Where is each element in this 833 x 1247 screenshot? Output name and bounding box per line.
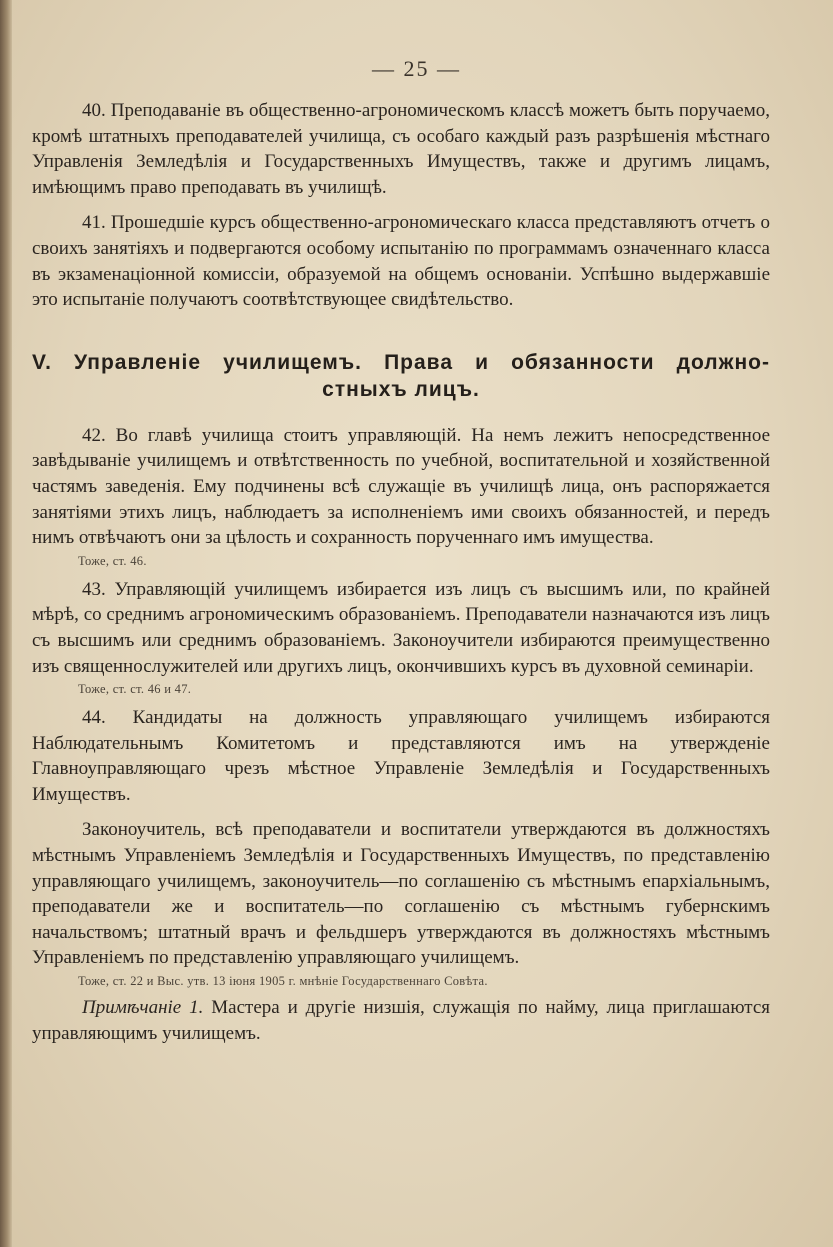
source-note-42: Тоже, ст. 46. bbox=[78, 553, 147, 568]
page-number: — 25 — bbox=[372, 56, 461, 81]
section-heading-line-1: V. Управленіе училищемъ. Права и обязанности должно- bbox=[32, 350, 770, 374]
page-binding-edge bbox=[0, 0, 12, 1247]
source-note-44: Тоже, ст. 22 и Выс. утв. 13 іюня 1905 г. мнѣніе Государственнаго Совѣта. bbox=[78, 974, 488, 989]
note-1-label: Примѣчаніе 1. bbox=[82, 997, 204, 1019]
paragraph-44: 44. Кандидаты на должность управляющаго училищемъ избираются Наблюдательнымъ Комитетомъ и представляются имъ на утвержденіе Главноуправляющаго чрезъ мѣстное Управленіе Земледѣлія и Государственныхъ Имуществъ. bbox=[32, 707, 770, 805]
source-note-43: Тоже, ст. ст. 46 и 47. bbox=[78, 682, 192, 697]
section-heading bbox=[32, 349, 770, 403]
paragraph-41: 41. Прошедшіе курсъ общественно-агрономическаго класса представляютъ отчетъ о своихъ занятіяхъ и подвергаются особому испытанію по программамъ означеннаго класса въ экзаменаціонной комиссіи, образуемой на общемъ основаніи. Успѣшно выдержавшіе это испытаніе получаютъ соотвѣтствующее свидѣтельство. bbox=[32, 212, 770, 311]
paragraph-44-continued: Законоучитель, всѣ преподаватели и воспитатели утверждаются въ должностяхъ мѣстнымъ Управленіемъ Земледѣлія и Государственныхъ Имуществъ, по представленію управляющаго училищемъ, законоучитель—по соглашенію съ мѣстнымъ епархіальнымъ, преподаватели же и воспитатель—по соглашенію съ мѣстнымъ губернскимъ начальствомъ; штатный врачъ и фельдшеръ утверждаются въ должностяхъ мѣстнымъ Управленіемъ по представленію управляющаго училищемъ. bbox=[32, 819, 770, 969]
paragraph-42: 42. Во главѣ училища стоитъ управляющій. На немъ лежитъ непосредственное завѣдываніе училищемъ и отвѣтственность по учебной, воспитательной и хозяйственной частямъ заведенія. Ему подчинены всѣ служащіе въ училищѣ лица, онъ распоряжается занятіями этихъ лицъ, наблюдаетъ за исполненіемъ ими своихъ обязанностей, и передъ нимъ отвѣчаютъ они за цѣлость и сохранность порученнаго имъ имущества. bbox=[32, 424, 770, 549]
paragraph-43: 43. Управляющій училищемъ избирается изъ лицъ съ высшимъ или, по крайней мѣрѣ, со среднимъ агрономическимъ образованіемъ. Преподаватели назначаются изъ лицъ съ высшимъ или среднимъ образованіемъ. Законоучители избираются преимущественно изъ священнослужителей или другихъ лицъ, окончившихъ курсъ въ духовной семинаріи. bbox=[32, 578, 770, 677]
section-heading-line-2: стныхъ лицъ. bbox=[322, 377, 480, 401]
paragraph-40: 40. Преподаваніе въ общественно-агрономическомъ классѣ можетъ быть поручаемо, кромѣ штатныхъ преподавателей училища, съ особаго каждый разъ разрѣшенія мѣстнаго Управленія Земледѣлія и Государственныхъ Имуществъ, также и другимъ лицамъ, имѣющимъ право преподавать въ училищѣ. bbox=[32, 100, 770, 198]
note-1 bbox=[32, 995, 770, 1046]
note-1-text: Мастера и другіе низшія, служащія по найму, лица приглашаются управляющимъ училищемъ. bbox=[32, 997, 770, 1044]
page-body bbox=[32, 98, 770, 1046]
